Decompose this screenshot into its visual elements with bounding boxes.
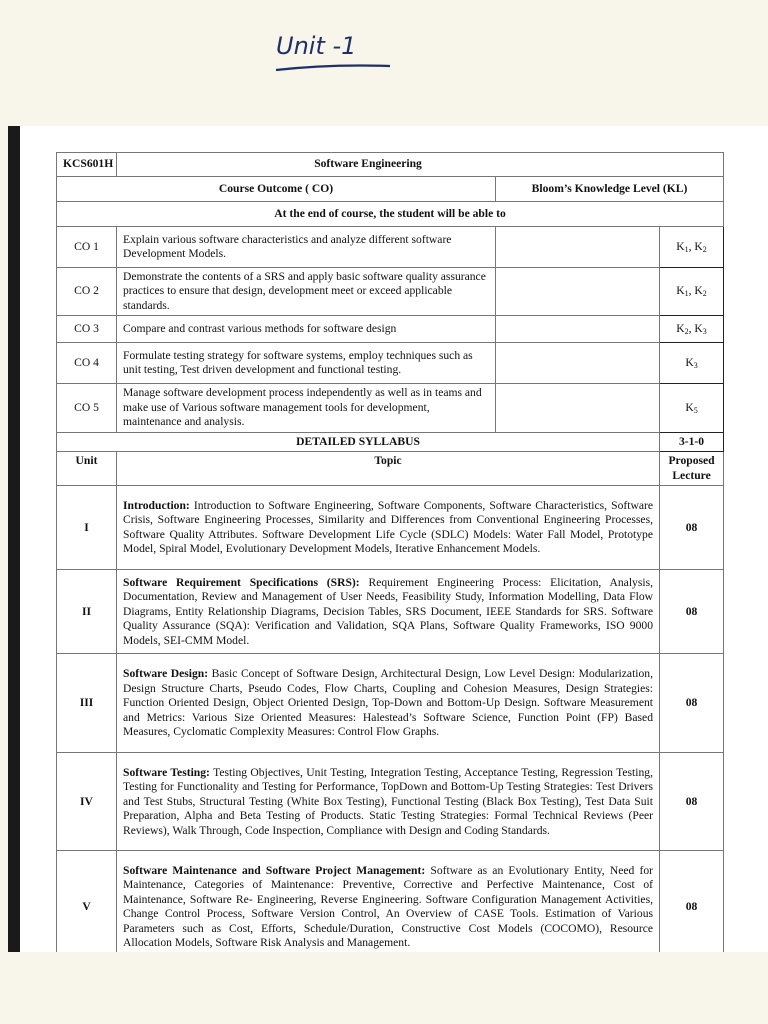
kl-subscript: 1 xyxy=(684,244,689,254)
kl-subscript: 2 xyxy=(702,289,707,299)
unit-topic-title: Software Design: xyxy=(123,667,209,681)
co-spacer xyxy=(496,227,660,268)
outcome-row xyxy=(57,316,724,343)
unit-topic xyxy=(117,753,660,851)
ltp-value: 3-1-0 xyxy=(660,432,724,451)
unit-row xyxy=(57,851,724,952)
kl-subscript: 3 xyxy=(693,360,698,370)
unit-row xyxy=(57,753,724,851)
kl-subscript: 2 xyxy=(684,326,689,336)
kl-letter: K xyxy=(676,284,685,298)
unit-topic xyxy=(117,486,660,570)
course-code: KCS601H xyxy=(57,153,117,177)
unit-topic-title: Introduction: xyxy=(123,498,190,512)
kl-letter: K xyxy=(694,321,703,335)
unit-topic-title: Software Maintenance and Software Project Management: xyxy=(123,863,426,877)
co-label: CO 5 xyxy=(57,384,117,432)
co-spacer xyxy=(496,343,660,384)
unit-row xyxy=(57,570,724,654)
handwritten-unit-note xyxy=(270,22,400,78)
syllabus-column-header-row xyxy=(57,452,724,486)
co-spacer xyxy=(496,268,660,316)
unit-number: IV xyxy=(57,753,117,851)
knowledge-level xyxy=(660,384,724,432)
lecture-column-header: Proposed Lecture xyxy=(660,452,724,486)
unit-topic-title: Software Testing: xyxy=(123,765,210,779)
co-label: CO 1 xyxy=(57,227,117,268)
kl-letter: K xyxy=(676,239,685,253)
co-label: CO 4 xyxy=(57,343,117,384)
kl-letter: K xyxy=(694,239,703,253)
knowledge-level: $K_2$, $K_3$ xyxy=(660,316,724,343)
co-label: CO 3 xyxy=(57,316,117,343)
unit-lecture-count: 08 xyxy=(660,570,724,654)
unit-topic-body: Requirement Engineering Process: Elicitation, Analysis, Documentation, Review and Management of User Needs, Feasibility Study, Information Modelling, Data Flow Diagrams, Entity Relationship Diagrams, Decision Tables, SRS Document, IEEE Standards for SRS. Software Quality Assurance (SQA): Verification and Validation, SQA Plans, Software Quality Frameworks, ISO 9000 Models, SEI-CMM Model. xyxy=(123,575,653,647)
unit-row xyxy=(57,486,724,570)
co-description: Manage software development process independently as well as in teams and make use of Various software management tools for development, maintenance and analysis. xyxy=(117,384,496,432)
syllabus-heading-row xyxy=(57,432,724,451)
co-description: Demonstrate the contents of a SRS and apply basic software quality assurance practices to ensure that design, development meet or exceed applicable standards. xyxy=(117,268,496,316)
page-edge-shadow xyxy=(8,126,20,952)
kl-subscript: 3 xyxy=(702,326,707,336)
co-description: Compare and contrast various methods for software design xyxy=(117,316,496,343)
course-outcome-header: Course Outcome ( CO) xyxy=(57,177,496,202)
co-spacer xyxy=(496,384,660,432)
syllabus-table xyxy=(56,152,724,952)
kl-subscript: 2 xyxy=(702,244,707,254)
kl-letter: K xyxy=(694,284,703,298)
unit-topic-body: Testing Objectives, Unit Testing, Integration Testing, Acceptance Testing, Regression Testing, Testing for Functionality and Testing for Performance, TopDown and Bottom-Up Testing Strategies: Test Drivers and Test Stubs, Structural Testing (White Box Testing), Functional Testing (Black Box Testing), Test Data Suit Preparation, Alpha and Beta Testing of Products. Static Testing Strategies: Formal Technical Reviews (Peer Reviews), Walk Through, Code Inspection, Compliance with Design and Coding Standards. xyxy=(123,765,653,837)
knowledge-level xyxy=(660,343,724,384)
knowledge-level: $K_1$, $K_2$ xyxy=(660,227,724,268)
unit-topic xyxy=(117,654,660,753)
outcome-row xyxy=(57,268,724,316)
course-title: Software Engineering xyxy=(117,153,724,177)
kl-letter: K xyxy=(685,400,694,414)
unit-topic-title: Software Requirement Specifications (SRS): xyxy=(123,575,360,589)
bloom-level-header: Bloom’s Knowledge Level (KL) xyxy=(496,177,724,202)
kl-letter: K xyxy=(685,355,694,369)
kl-letter: K xyxy=(676,321,685,335)
unit-column-header: Unit xyxy=(57,452,117,486)
unit-topic xyxy=(117,851,660,952)
co-spacer xyxy=(496,316,660,343)
co-label: CO 2 xyxy=(57,268,117,316)
syllabus-page xyxy=(8,126,768,952)
outcome-header-row xyxy=(57,177,724,202)
intro-row xyxy=(57,202,724,227)
handwritten-underline xyxy=(276,66,390,71)
unit-number: V xyxy=(57,851,117,952)
outcome-row xyxy=(57,384,724,432)
kl-subscript: 5 xyxy=(693,405,698,415)
outcome-row xyxy=(57,343,724,384)
unit-lecture-count: 08 xyxy=(660,654,724,753)
knowledge-level: $K_1$, $K_2$ xyxy=(660,268,724,316)
unit-lecture-count: 08 xyxy=(660,851,724,952)
title-row xyxy=(57,153,724,177)
unit-topic xyxy=(117,570,660,654)
handwritten-unit-label: Unit -1 xyxy=(276,32,357,60)
unit-number: III xyxy=(57,654,117,753)
co-description: Explain various software characteristics and analyze different software Development Models. xyxy=(117,227,496,268)
unit-topic-body: Software as an Evolutionary Entity, Need for Maintenance, Categories of Maintenance: Preventive, Corrective and Perfective Maintenance, Cost of Maintenance, Software Re- Engineering, Reverse Engineering. Software Configuration Management Activities, Change Control Process, Software Version Control, An Overview of CASE Tools. Estimation of Various Parameters such as Cost, Efforts, Schedule/Duration, Constructive Cost Models (COCOMO), Resource Allocation Models, Software Risk Analysis and Management. xyxy=(123,863,653,950)
kl-subscript: 1 xyxy=(684,289,689,299)
co-description: Formulate testing strategy for software systems, employ techniques such as unit testing, Test driven development and functional testing. xyxy=(117,343,496,384)
unit-topic-body: Introduction to Software Engineering, Software Components, Software Characteristics, Software Crisis, Software Engineering Processes, Similarity and Differences from Conventional Engineering Processes, Software Quality Attributes. Software Development Life Cycle (SDLC) Models: Water Fall Model, Prototype Model, Spiral Model, Evolutionary Development Models, Iterative Enhancement Models. xyxy=(123,498,653,556)
unit-lecture-count: 08 xyxy=(660,753,724,851)
topic-column-header: Topic xyxy=(117,452,660,486)
unit-row xyxy=(57,654,724,753)
intro-text: At the end of course, the student will be able to xyxy=(57,202,724,227)
unit-number: II xyxy=(57,570,117,654)
unit-lecture-count: 08 xyxy=(660,486,724,570)
unit-topic-body: Basic Concept of Software Design, Architectural Design, Low Level Design: Modularization, Design Structure Charts, Pseudo Codes, Flow Charts, Coupling and Cohesion Measures, Design Strategies: Function Oriented Design, Object Oriented Design, Top-Down and Bottom-Up Design. Software Measurement and Metrics: Various Size Oriented Measures: Halestead’s Software Science, Function Point (FP) Based Measures, Cyclomatic Complexity Measures: Control Flow Graphs. xyxy=(123,667,654,739)
unit-number: I xyxy=(57,486,117,570)
outcome-row xyxy=(57,227,724,268)
detailed-syllabus-heading: DETAILED SYLLABUS xyxy=(57,432,660,451)
